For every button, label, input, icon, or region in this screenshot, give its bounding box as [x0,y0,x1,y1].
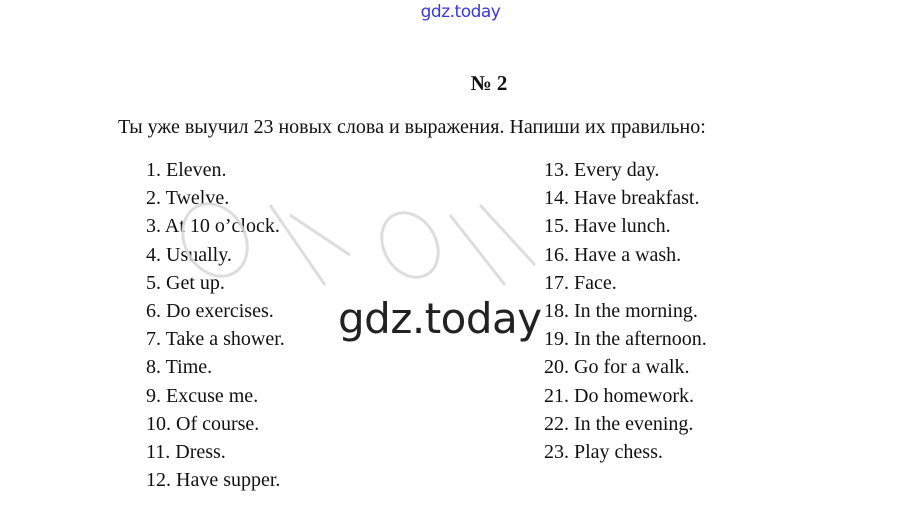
site-logo-top: gdz.today [420,2,501,22]
list-item: 7. Take a shower. [146,328,285,351]
list-item: 18. In the morning. [544,299,698,322]
list-item: 2. Twelve. [146,187,230,210]
list-item: 23. Play chess. [544,440,663,463]
list-item: 14. Have breakfast. [544,187,700,210]
list-item: 6. Do exercises. [146,299,274,322]
word-list-left [146,156,285,494]
task-instruction: Ты уже выучил 23 новых слова и выражения. Напиши их правильно: [118,116,706,138]
list-item: 15. Have lunch. [544,215,671,238]
list-item: 16. Have a wash. [544,243,682,266]
list-item: 10. Of course. [146,412,260,435]
watermark-text: gdz.today [338,294,542,343]
list-item: 12. Have supper. [146,469,281,492]
list-item: 22. In the evening. [544,412,694,435]
task-title: № 2 [470,71,508,95]
list-item: 1. Eleven. [146,159,227,181]
list-item: 8. Time. [146,356,213,379]
list-item: 17. Face. [544,271,617,294]
list-item: 5. Get up. [146,271,225,294]
list-item: 4. Usually. [146,243,232,266]
list-item: 11. Dress. [146,440,226,463]
list-item: 21. Do homework. [544,384,694,407]
list-item: 19. In the afternoon. [544,328,707,351]
list-item: 3. At 10 o’clock. [146,215,280,238]
list-item: 13. Every day. [544,159,660,181]
word-list-right [544,156,707,466]
list-item: 20. Go for a walk. [544,356,690,379]
list-item: 9. Excuse me. [146,384,259,407]
